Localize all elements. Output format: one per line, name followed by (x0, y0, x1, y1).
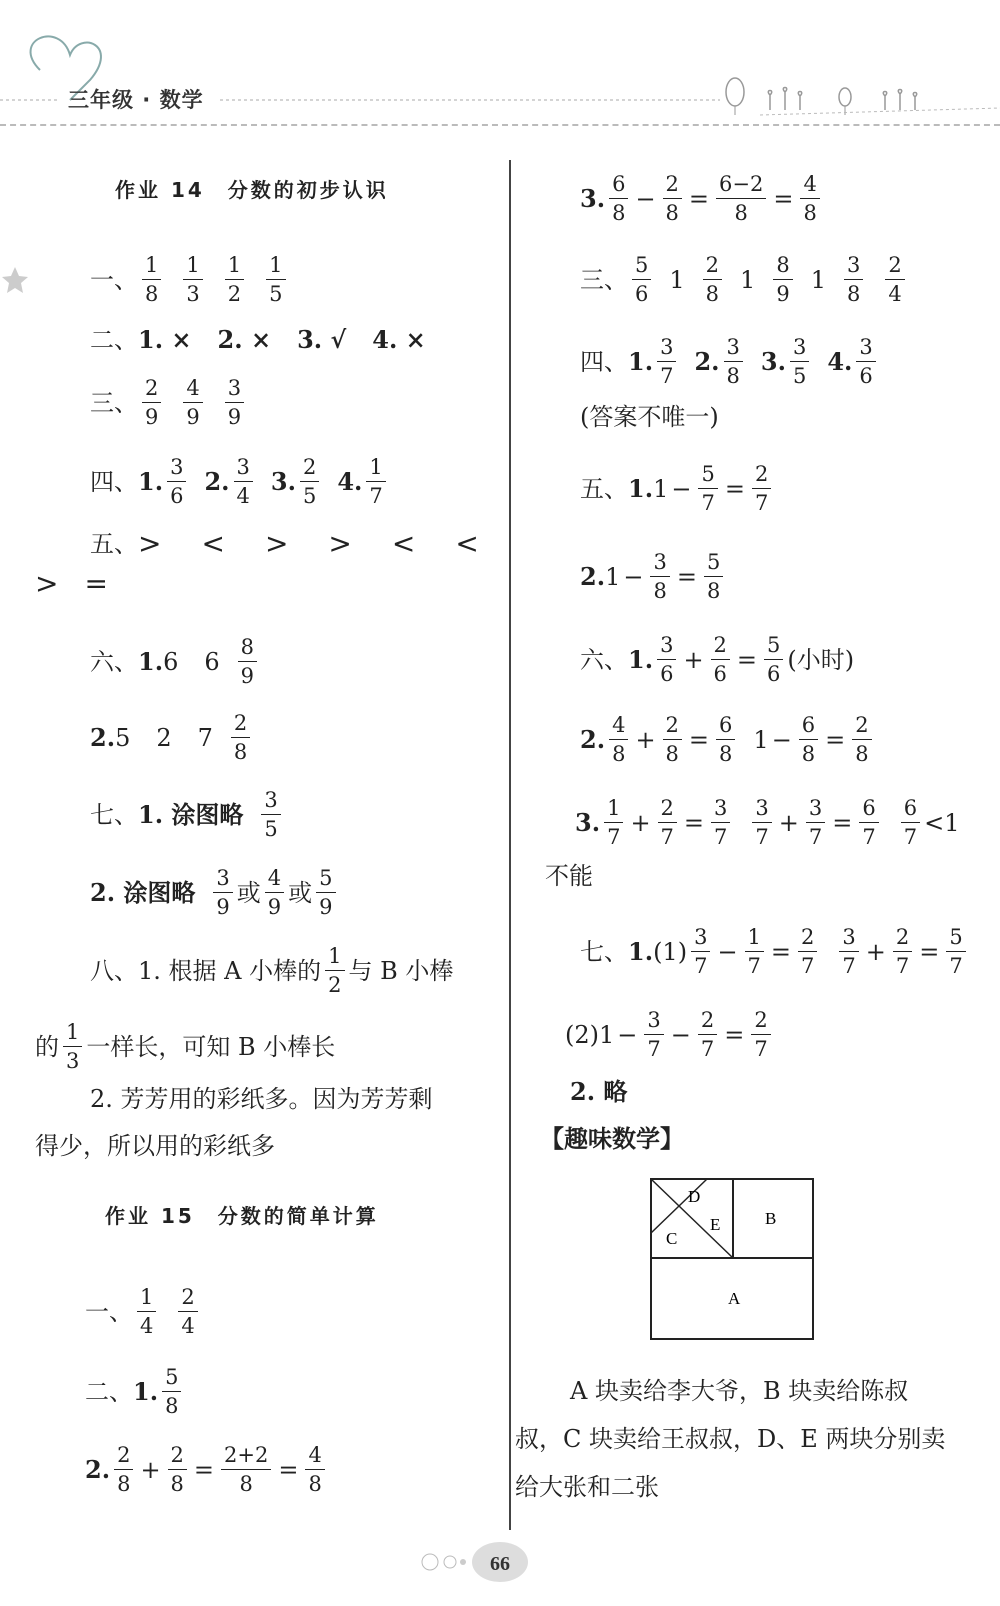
fraction: $\frac{5}{6}$ (764, 633, 783, 686)
fraction: 6 8 (609, 172, 628, 225)
hw14-q5-row2 (35, 567, 108, 600)
fraction: $\frac{6}{8}$ (799, 713, 818, 766)
fraction: 5 6 (632, 253, 651, 306)
fraction: $\frac{6}{7}$ (859, 796, 878, 849)
item-num: 1. (138, 646, 164, 676)
page-number-badge (470, 1537, 530, 1587)
header-rule (0, 124, 1000, 126)
fraction: $\frac{2}{8}$ (852, 713, 871, 766)
answer-item: 1. × (138, 325, 192, 354)
fun-text-1: A 块卖给李大爷，B 块卖给陈叔 (570, 1377, 909, 1405)
answer-item: 2 (156, 723, 172, 752)
land-division-diagram (650, 1178, 815, 1341)
fraction: 1 3 (63, 1020, 82, 1073)
unit-text: (小时) (787, 645, 855, 674)
sub-num: (2) (565, 1020, 599, 1049)
hw15-q2-p1 (85, 1365, 185, 1418)
fraction: 3 6 (856, 335, 875, 388)
hw15-q6-p3: 3. 1 7 + $\frac{2}{7}$ = $\frac{3}{7}$ 3 7 + $\frac{3}{7}$ = $\frac{6}{7}$ 6 7 <1 (575, 796, 960, 849)
hw15-q6-cannot: 不能 (545, 862, 593, 890)
hw15-q2-p3: 3. 6 8 − $\frac{2}{8}$ = $\frac{6-2}{8}$ = $\frac{4}{8}$ (580, 172, 824, 225)
hw15-q4-note: (答案不唯一) (580, 403, 719, 431)
fraction: 3 6 (657, 633, 676, 686)
fraction: $\frac{3}{7}$ (711, 796, 730, 849)
fraction: $\frac{2}{7}$ (658, 796, 677, 849)
fraction: 2 8 (703, 253, 722, 306)
fraction: 8 9 (773, 253, 792, 306)
fraction: 3 4 (234, 455, 253, 508)
compare-sign: = (84, 567, 108, 600)
fraction: $\frac{2}{7}$ (698, 1008, 717, 1061)
fraction: $\frac{2}{7}$ (751, 1008, 770, 1061)
fraction: 3 7 (691, 925, 710, 978)
hw15-title: 作业 15 分数的简单计算 (105, 1204, 379, 1228)
fraction: $\frac{2+2}{8}$ (221, 1443, 271, 1496)
fraction: $\frac{4}{8}$ (305, 1443, 324, 1496)
or-text: 或 (236, 878, 261, 907)
item-num: 3. (580, 183, 606, 213)
fraction: $\frac{1}{7}$ (745, 925, 764, 978)
region-label-b: B (765, 1209, 777, 1228)
answer-item: 4. × (372, 325, 426, 354)
fraction: 3 9 (225, 376, 244, 429)
hw14-q8-p2a: 2. 芳芳用的彩纸多。因为芳芳剩 (90, 1085, 433, 1113)
fraction: 2 4 (178, 1285, 197, 1338)
column-divider (509, 160, 511, 1530)
item-num: 2. (90, 722, 116, 752)
fraction: 4 9 (183, 376, 202, 429)
fraction: 1 8 (142, 253, 161, 306)
fraction: 3 8 (724, 335, 743, 388)
compare-sign: < (391, 527, 416, 560)
fraction: 3 5 (261, 788, 280, 841)
item-num: 4. (827, 346, 853, 376)
item-num: 1. (138, 466, 164, 496)
answer-item: 1. 涂图略 (138, 799, 244, 829)
fraction: 1 7 (366, 455, 385, 508)
hw14-q6-p2 (90, 711, 254, 764)
answer-item: 6 (163, 647, 179, 676)
fraction: $\frac{2}{8}$ (663, 172, 682, 225)
answer-item: 1 (740, 265, 756, 294)
hw15-q2-p2: 2. 2 8 + $\frac{2}{8}$ = $\frac{2+2}{8}$ = $\frac{4}{8}$ (85, 1443, 329, 1496)
fraction: $\frac{5}{8}$ (704, 550, 723, 603)
header-title: 三年级 · 数学 (68, 88, 204, 112)
answer-item: 3. √ (297, 325, 347, 354)
answer-item: 6 (204, 647, 220, 676)
hw15-q5-p2: 2. 1 − $\frac{3}{8}$ = $\frac{5}{8}$ (580, 550, 727, 603)
hw15-q5-p1: 五、 1. 1 − $\frac{5}{7}$ = $\frac{2}{7}$ (580, 462, 775, 515)
fun-text-3: 给大张和二张 (515, 1473, 659, 1501)
q-label: 六、 (90, 647, 138, 676)
hw14-q5-row1 (90, 527, 479, 560)
hw14-q2 (90, 326, 426, 354)
q-label: 七、 (580, 937, 628, 966)
item-num: 2. (694, 346, 720, 376)
q-label: 八、 (90, 956, 138, 985)
fraction: 5 9 (316, 866, 335, 919)
fraction: 2 5 (300, 455, 319, 508)
q-label: 三、 (90, 388, 138, 417)
hw15-q7-p2: 2. 略 (570, 1077, 628, 1106)
compare-sign: > (328, 527, 352, 560)
fraction: $\frac{2}{6}$ (711, 633, 730, 686)
fraction: 3 6 (167, 455, 186, 508)
fraction: 1 2 (225, 253, 244, 306)
fraction: $\frac{6}{8}$ (716, 713, 735, 766)
hw15-q3 (580, 253, 909, 306)
fraction: $\frac{2}{8}$ (663, 713, 682, 766)
item-num: 2. (580, 561, 606, 591)
item-num: 1. (133, 1376, 159, 1406)
item-num: 3. (270, 466, 296, 496)
item-num: 3. (575, 807, 601, 837)
fraction: $\frac{3}{7}$ (806, 796, 825, 849)
fraction: 2 4 (885, 253, 904, 306)
item-num: 1. (628, 346, 654, 376)
hw14-q8-p1b (35, 1020, 335, 1073)
hw14-q7-p2 (90, 866, 340, 919)
fun-text-2: 叔，C 块卖给王叔叔，D、E 两块分别卖 (515, 1425, 946, 1453)
hw14-q4 (90, 455, 390, 508)
answer-text: 1. 根据 A 小棒的 (138, 956, 322, 985)
q-label: 四、 (90, 467, 138, 496)
item-num: 3. (760, 346, 786, 376)
item-num: 1. (628, 644, 654, 674)
fraction: $\frac{6-2}{8}$ (716, 172, 766, 225)
region-label-a: A (728, 1289, 741, 1308)
fraction: 5 8 (162, 1365, 181, 1418)
answer-item: 7 (197, 723, 213, 752)
answer-item: 1 (669, 265, 685, 294)
item-num: 2. (204, 466, 230, 496)
answer-item: 2. 涂图略 (90, 877, 196, 907)
fraction: 1 2 (325, 944, 344, 997)
item-num: 4. (337, 466, 363, 496)
page-number: 66 (490, 1553, 510, 1575)
fraction: 3 8 (844, 253, 863, 306)
answer-item: 2. × (217, 325, 272, 354)
hw14-q8-p1a (90, 944, 453, 997)
page-header (0, 0, 1000, 140)
answer-text: 一样长，可知 B 小棒长 (86, 1032, 336, 1061)
region-label-c: C (666, 1229, 678, 1248)
region-label-d: D (688, 1187, 701, 1206)
q-label: 一、 (90, 265, 138, 294)
q-label: 三、 (580, 265, 628, 294)
fraction: 1 4 (137, 1285, 156, 1338)
hw15-q7-s2: (2) 1 − $\frac{3}{7}$ − $\frac{2}{7}$ = $\frac{2}{7}$ (565, 1008, 775, 1061)
hw15-q1 (85, 1285, 202, 1338)
hw15-q6-p1: 六、 1. 3 6 + $\frac{2}{6}$ = $\frac{5}{6}$ (小时) (580, 633, 855, 686)
or-text: 或 (288, 878, 313, 907)
fraction: 8 9 (238, 635, 257, 688)
region-label-e: E (710, 1215, 721, 1234)
hw14-title: 作业 14 分数的初步认识 (115, 178, 389, 202)
item-num: 2. (85, 1454, 111, 1484)
hw14-q8-p2b: 得少，所以用的彩纸多 (35, 1132, 275, 1160)
answer-item: 5 (115, 723, 131, 752)
hw14-q3 (90, 376, 248, 429)
fraction: $\frac{3}{8}$ (650, 550, 669, 603)
fun-math-title: 【趣味数学】 (540, 1125, 684, 1153)
sub-num: (1) (653, 937, 688, 966)
fraction: $\frac{2}{7}$ (752, 462, 771, 515)
fraction: 2 8 (114, 1443, 133, 1496)
fraction: $\frac{2}{7}$ (893, 925, 912, 978)
hw15-q6-p2: 2. 4 8 + $\frac{2}{8}$ = $\frac{6}{8}$ 1 − $\frac{6}{8}$ = $\frac{2}{8}$ (580, 713, 876, 766)
fraction: $\frac{5}{7}$ (946, 925, 965, 978)
fraction: 3 5 (790, 335, 809, 388)
q-label: 二、 (90, 326, 138, 354)
answer-text: 的 (35, 1032, 59, 1061)
q-label: 四、 (580, 347, 628, 376)
fraction: $\frac{2}{7}$ (798, 925, 817, 978)
fraction: 3 7 (657, 335, 676, 388)
fraction: 3 9 (213, 866, 232, 919)
fraction: 2 8 (231, 711, 250, 764)
fraction: 1 7 (604, 796, 623, 849)
hw14-q6-p1 (90, 635, 261, 688)
fraction: 4 8 (609, 713, 628, 766)
q-label: 二、 (85, 1377, 133, 1406)
q-label: 五、 (90, 530, 138, 558)
compare-sign: > (35, 567, 59, 600)
fraction: 3 7 (839, 925, 858, 978)
compare-sign: > (264, 527, 289, 560)
fraction: 2 9 (142, 376, 161, 429)
compare-sign: > (138, 527, 162, 560)
compare-sign: < (201, 527, 225, 560)
item-num: 1. (628, 936, 654, 966)
fraction: 4 9 (265, 866, 284, 919)
q-label: 五、 (580, 474, 628, 503)
item-num: 2. (580, 724, 606, 754)
hw14-q1 (90, 253, 290, 306)
hw14-q7-p1 (90, 788, 285, 841)
answer-item: 1 (810, 265, 826, 294)
fraction: 1 5 (266, 253, 285, 306)
hw15-q4 (580, 335, 880, 388)
fraction: 3 7 (752, 796, 771, 849)
q-label: 七、 (90, 800, 138, 829)
q-label: 六、 (580, 645, 628, 674)
star-icon (0, 265, 30, 295)
q-label: 一、 (85, 1297, 133, 1326)
answer-text: 与 B 小棒 (348, 956, 454, 985)
fraction: $\frac{2}{8}$ (168, 1443, 187, 1496)
fraction: 1 3 (183, 253, 202, 306)
item-num: 1. (628, 473, 654, 503)
hw15-q7-p1: 七、 1. (1) 3 7 − $\frac{1}{7}$ = $\frac{2}{7}$ 3 7 + $\frac{2}{7}$ = $\frac{5}{7}$ (580, 925, 970, 978)
fraction: $\frac{4}{8}$ (800, 172, 819, 225)
fraction: $\frac{3}{7}$ (644, 1008, 663, 1061)
dots-decoration-icon (418, 1552, 468, 1572)
compare-sign: < (455, 527, 479, 560)
fraction: $\frac{5}{7}$ (698, 462, 717, 515)
fraction: 6 7 (901, 796, 920, 849)
